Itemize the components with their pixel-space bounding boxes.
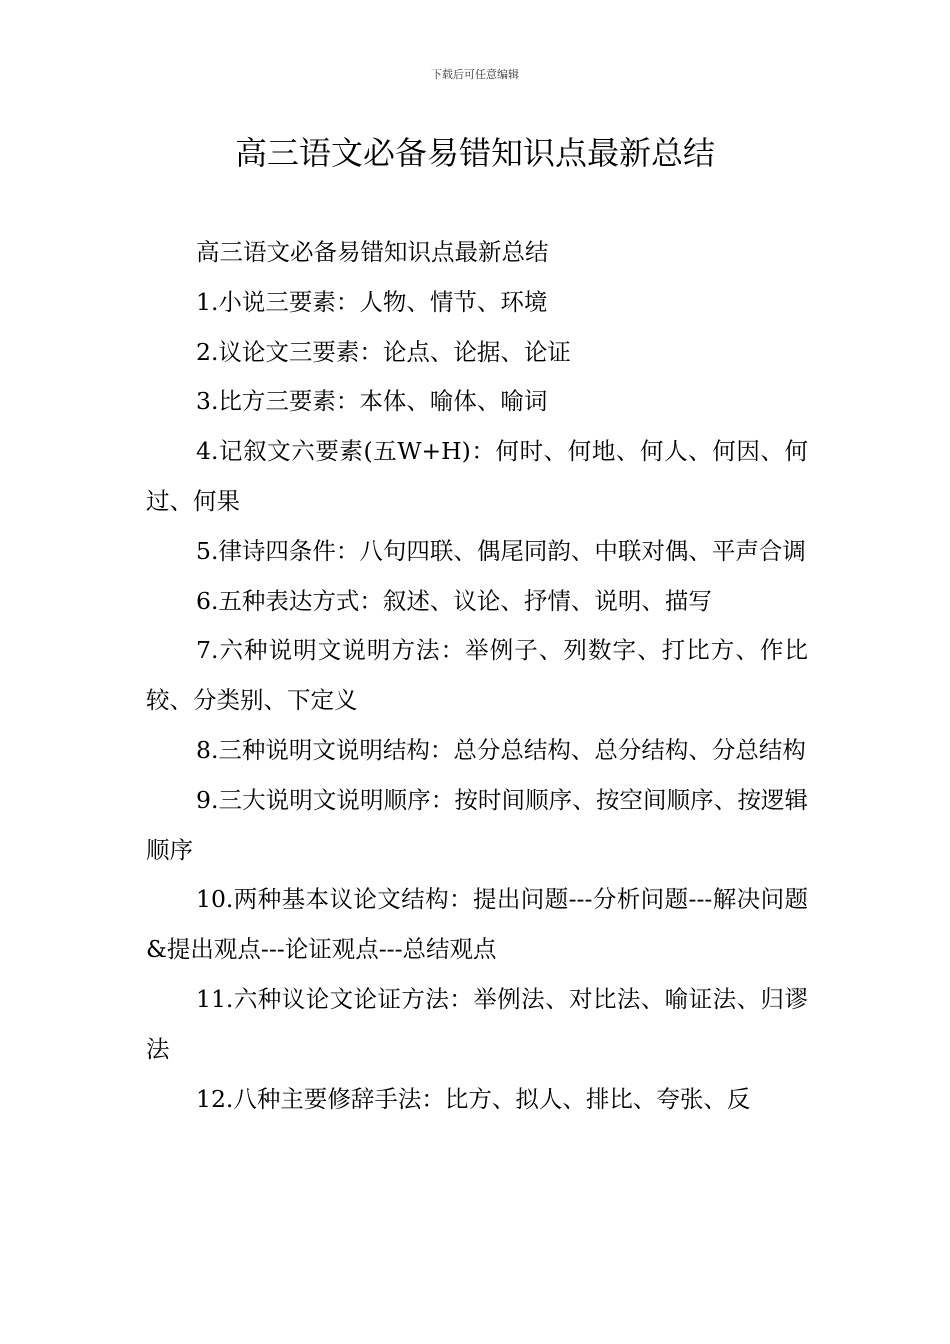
- list-item-9: 9.三大说明文说明顺序：按时间顺序、按空间顺序、按逻辑顺序: [146, 785, 808, 864]
- list-item-1: 1.小说三要素：人物、情节、环境: [196, 287, 548, 316]
- list-item-11: 11.六种议论文论证方法：举例法、对比法、喻证法、归谬法: [146, 984, 808, 1063]
- document-title: 高三语文必备易错知识点最新总结: [234, 134, 715, 172]
- list-item-2: 2.议论文三要素：论点、论据、论证: [196, 337, 571, 366]
- list-item-8: 8.三种说明文说明结构：总分总结构、总分结构、分总结构: [196, 735, 806, 764]
- list-item-3: 3.比方三要素：本体、喻体、喻词: [196, 387, 548, 416]
- list-item-10: 10.两种基本议论文结构：提出问题---分析问题---解决问题&提出观点---论证观点---总结观点: [146, 885, 808, 964]
- header-note: 下载后可任意编辑: [431, 68, 519, 81]
- list-item-5: 5.律诗四条件：八句四联、偶尾同韵、中联对偶、平声合调: [196, 536, 806, 565]
- list-item-4: 4.记叙文六要素(五W+H)：何时、何地、何人、何因、何过、何果: [146, 437, 808, 515]
- body-heading: 高三语文必备易错知识点最新总结: [196, 238, 549, 266]
- list-item-7: 7.六种说明文说明方法：举例子、列数字、打比方、作比较、分类别、下定义: [146, 636, 808, 715]
- document-body: [146, 228, 808, 1124]
- list-item-12: 12.八种主要修辞手法：比方、拟人、排比、夸张、反: [196, 1084, 751, 1113]
- list-item-6: 6.五种表达方式：叙述、议论、抒情、说明、描写: [196, 586, 712, 615]
